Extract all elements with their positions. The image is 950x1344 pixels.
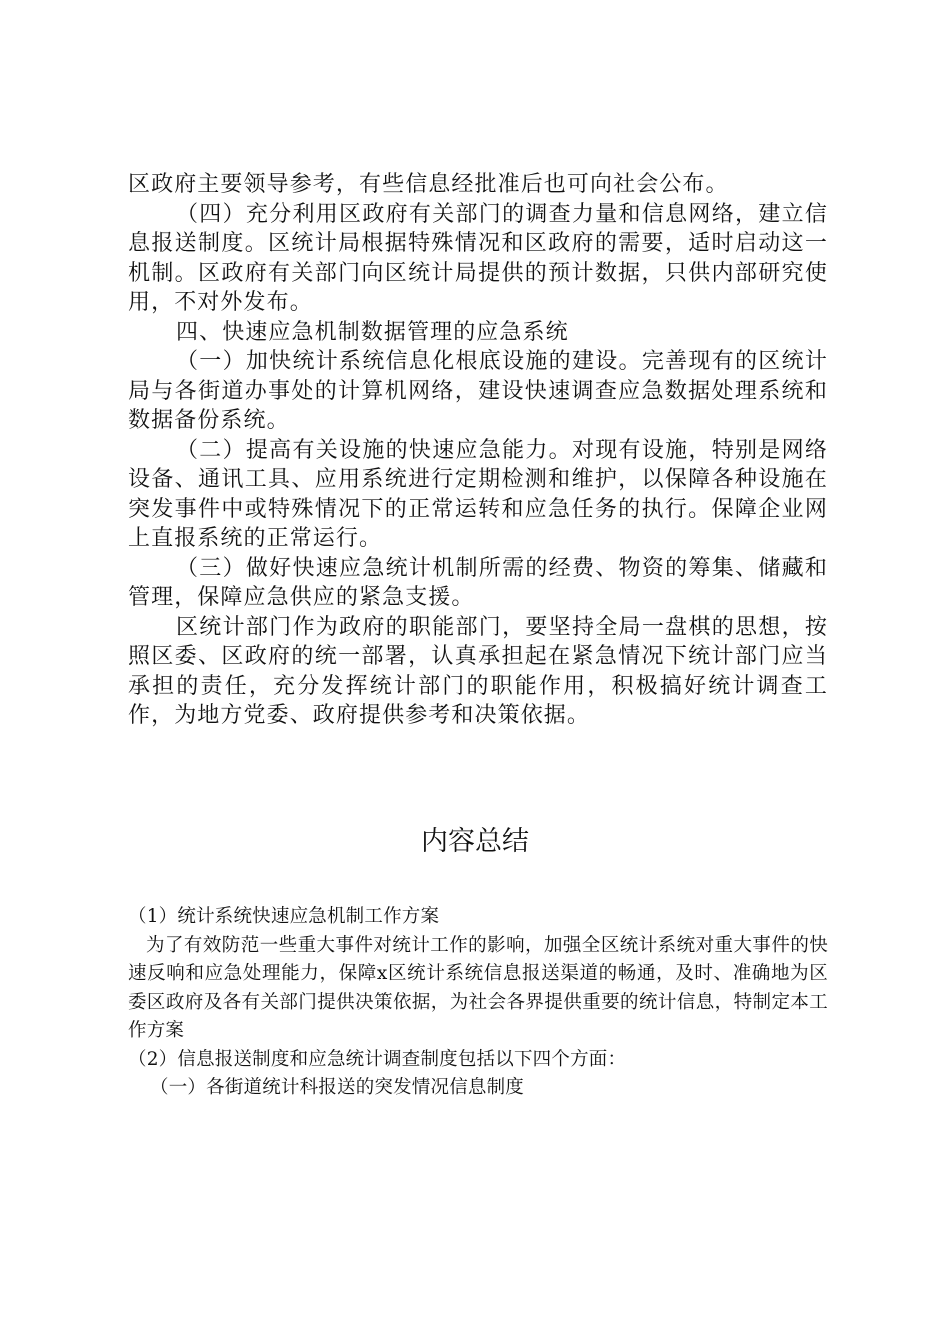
summary-title: 内容总结: [421, 826, 529, 857]
summary-item-1: （1）统计系统快速应急机制工作方案: [128, 906, 440, 927]
body-paragraph-1: 区政府主要领导参考，有些信息经批准后也可向社会公布。: [128, 172, 729, 197]
body-paragraph-3: （一）加快统计系统信息化根底设施的建设。完善现有的区统计局与各街道办事处的计算机网络，建设快速调查应急数据处理系统和数据备份系统。: [128, 349, 828, 433]
body-text: [128, 170, 828, 731]
summary-item-4: （一）各街道统计科报送的突发情况信息制度: [150, 1077, 525, 1098]
section-heading-4: 四、快速应急机制数据管理的应急系统: [176, 319, 569, 345]
body-paragraph-6: 区统计部门作为政府的职能部门，要坚持全局一盘棋的思想，按照区委、区政府的统一部署，认真承担起在紧急情况下统计部门应当承担的责任，充分发挥统计部门的职能作用，积极搞好统计调查工作，为地方党委、政府提供参考和决策依据。: [128, 614, 828, 728]
body-paragraph-4: （二）提高有关设施的快速应急能力。对现有设施，特别是网络设备、通讯工具、应用系统进行定期检测和维护，以保障各种设施在突发事件中或特殊情况下的正常运转和应急任务的执行。保障企业网上直报系统的正常运行。: [128, 437, 828, 551]
body-paragraph-5: （三）做好快速应急统计机制所需的经费、物资的筹集、储藏和管理，保障应急供应的紧急支援。: [128, 555, 828, 610]
summary-item-2: 为了有效防范一些重大事件对统计工作的影响，加强全区统计系统对重大事件的快速反响和应急处理能力，保障x区统计系统信息报送渠道的畅通，及时、准确地为区委区政府及各有关部门提供决策依据，为社会各界提供重要的统计信息，特制定本工作方案: [128, 934, 828, 1041]
body-paragraph-2: （四）充分利用区政府有关部门的调查力量和信息网络，建立信息报送制度。区统计局根据特殊情况和区政府的需要，适时启动这一机制。区政府有关部门向区统计局提供的预计数据，只供内部研究使用，不对外发布。: [128, 201, 828, 315]
summary-item-3: （2）信息报送制度和应急统计调查制度包括以下四个方面：: [128, 1048, 627, 1070]
summary-section: [128, 903, 828, 1103]
